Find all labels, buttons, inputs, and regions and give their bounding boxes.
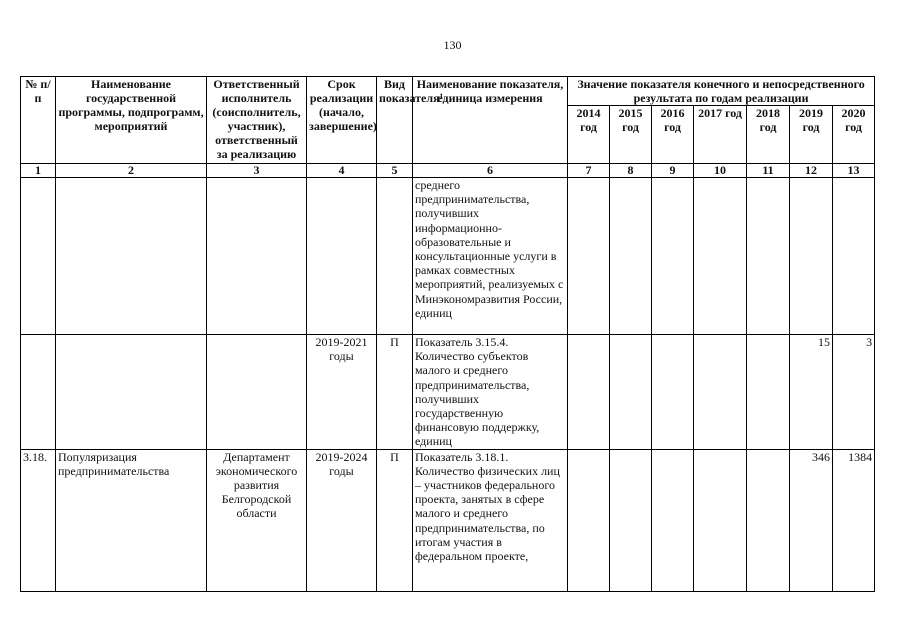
header-year-2020: 2020 год bbox=[833, 106, 875, 164]
header-year-2014: 2014 год bbox=[568, 106, 610, 164]
header-year-2018: 2018 год bbox=[747, 106, 790, 164]
value-2020: 3 bbox=[833, 335, 875, 450]
row-executor bbox=[207, 178, 307, 335]
header-row bbox=[21, 77, 875, 106]
table-row bbox=[21, 449, 875, 591]
table-row bbox=[21, 335, 875, 450]
column-number: 9 bbox=[652, 164, 694, 178]
header-indicator-name: Наименование показателя, единица измерения bbox=[413, 77, 568, 164]
column-number: 8 bbox=[610, 164, 652, 178]
value-2018 bbox=[747, 335, 790, 450]
row-period: 2019-2024 годы bbox=[307, 449, 377, 591]
value-2016 bbox=[652, 335, 694, 450]
value-2019: 346 bbox=[790, 449, 833, 591]
table-row bbox=[21, 178, 875, 335]
value-2019: 15 bbox=[790, 335, 833, 450]
value-2015 bbox=[610, 178, 652, 335]
column-number: 12 bbox=[790, 164, 833, 178]
row-period: 2019-2021 годы bbox=[307, 335, 377, 450]
value-2020: 1384 bbox=[833, 449, 875, 591]
value-2017 bbox=[694, 178, 747, 335]
row-period bbox=[307, 178, 377, 335]
column-number: 11 bbox=[747, 164, 790, 178]
header-period: Срок реализации (начало, завершение) bbox=[307, 77, 377, 164]
column-number: 3 bbox=[207, 164, 307, 178]
column-number: 5 bbox=[377, 164, 413, 178]
column-number: 2 bbox=[56, 164, 207, 178]
header-program-name: Наименование государственной программы, подпрограмм, мероприятий bbox=[56, 77, 207, 164]
row-indicator-kind bbox=[377, 178, 413, 335]
header-num: № п/п bbox=[21, 77, 56, 164]
value-2017 bbox=[694, 335, 747, 450]
row-program-name bbox=[56, 335, 207, 450]
value-2018 bbox=[747, 178, 790, 335]
row-indicator-kind: П bbox=[377, 335, 413, 450]
row-indicator-name: Показатель 3.15.4. Количество субъектов малого и среднего предпринимательства, получивших государственную финансовую поддержку, единиц bbox=[413, 335, 568, 450]
value-2019 bbox=[790, 178, 833, 335]
value-2018 bbox=[747, 449, 790, 591]
row-program-name bbox=[56, 178, 207, 335]
value-2014 bbox=[568, 178, 610, 335]
column-numbers-row bbox=[21, 164, 875, 178]
value-2015 bbox=[610, 449, 652, 591]
column-number: 1 bbox=[21, 164, 56, 178]
value-2017 bbox=[694, 449, 747, 591]
column-number: 13 bbox=[833, 164, 875, 178]
row-num bbox=[21, 335, 56, 450]
column-number: 10 bbox=[694, 164, 747, 178]
header-year-2019: 2019 год bbox=[790, 106, 833, 164]
header-indicator-kind: Вид показателя¹ bbox=[377, 77, 413, 164]
page-number: 130 bbox=[443, 38, 462, 52]
row-indicator-name: Показатель 3.18.1. Количество физических лиц – участников федерального проекта, занятых в сфере малого и среднего предпринимательства, по итогам участия в федеральном проекте, bbox=[413, 449, 568, 591]
header-values-group: Значение показателя конечного и непосредственного результата по годам реализации bbox=[568, 77, 875, 106]
column-number: 6 bbox=[413, 164, 568, 178]
column-number: 7 bbox=[568, 164, 610, 178]
header-year-2016: 2016 год bbox=[652, 106, 694, 164]
value-2014 bbox=[568, 335, 610, 450]
row-executor: Департамент экономического развития Белгородской области bbox=[207, 449, 307, 591]
value-2020 bbox=[833, 178, 875, 335]
row-indicator-name: среднего предпринимательства, получивших информационно-образовательные и консультационные услуги в рамках совместных мероприятий, реализуемых с Минэкономразвития России, единиц bbox=[413, 178, 568, 335]
header-executor: Ответственный исполнитель (соисполнитель, участник), ответственный за реализацию bbox=[207, 77, 307, 164]
row-executor bbox=[207, 335, 307, 450]
row-indicator-kind: П bbox=[377, 449, 413, 591]
header-year-2015: 2015 год bbox=[610, 106, 652, 164]
value-2014 bbox=[568, 449, 610, 591]
row-num bbox=[21, 178, 56, 335]
header-year-2017: 2017 год bbox=[694, 106, 747, 164]
value-2016 bbox=[652, 178, 694, 335]
column-number: 4 bbox=[307, 164, 377, 178]
value-2015 bbox=[610, 335, 652, 450]
row-num: 3.18. bbox=[21, 449, 56, 591]
value-2016 bbox=[652, 449, 694, 591]
indicators-table bbox=[20, 76, 875, 592]
row-program-name: Популяризация предпринимательства bbox=[56, 449, 207, 591]
